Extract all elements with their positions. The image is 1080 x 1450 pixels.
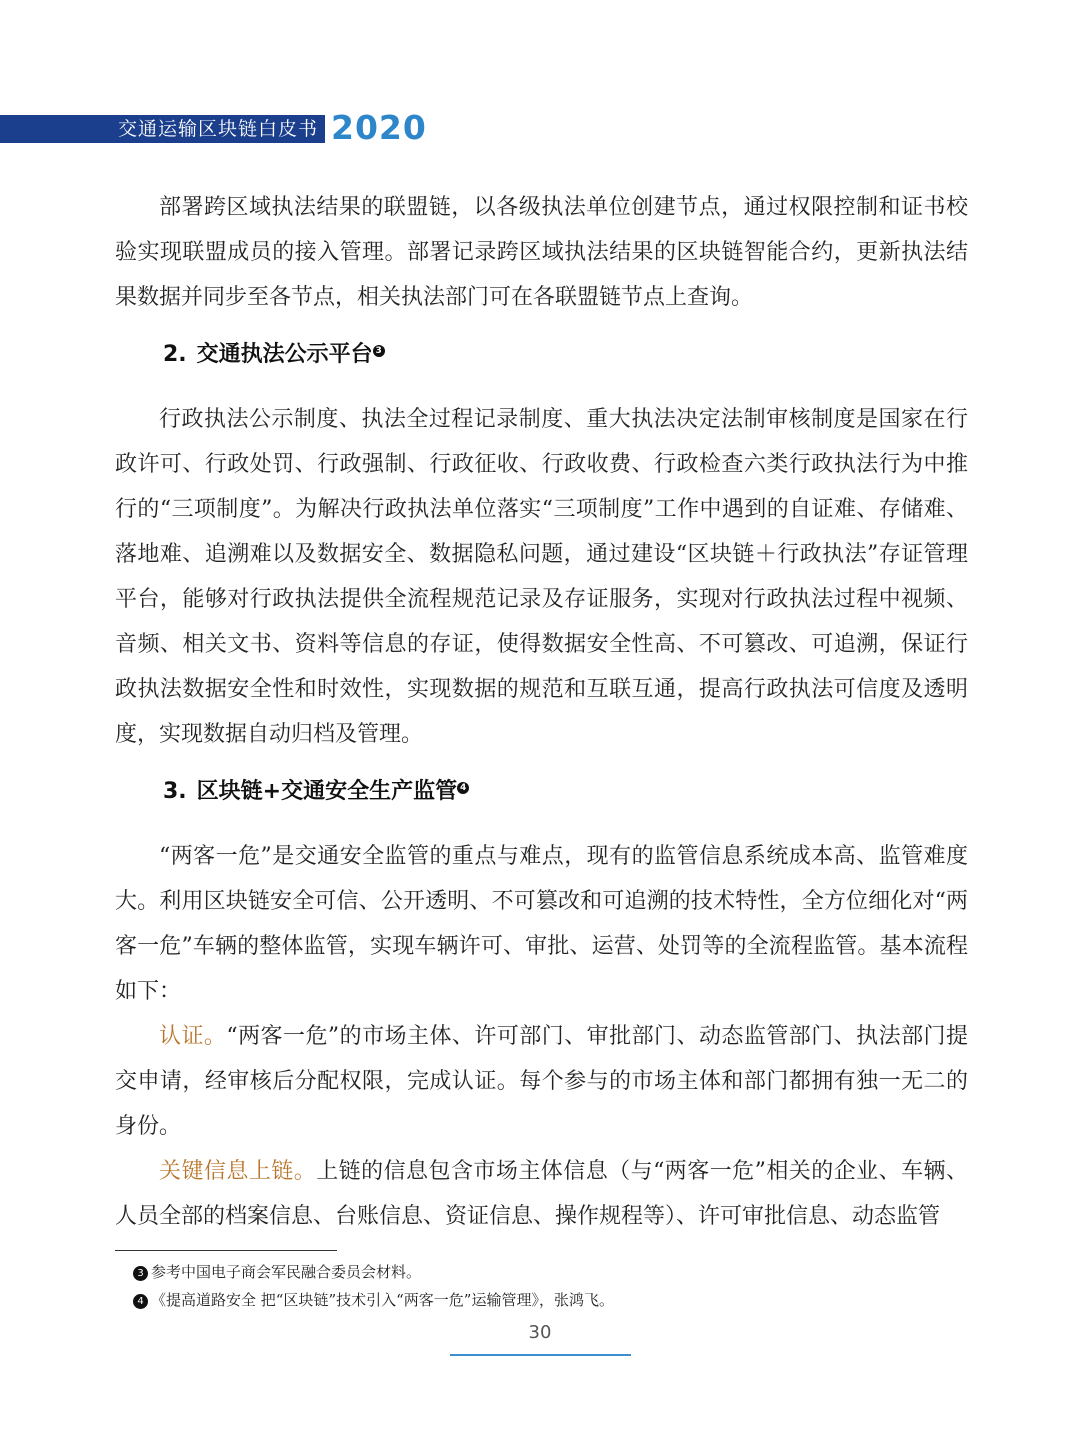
footnote-3 <box>133 1258 963 1286</box>
footnote-4-text: 《提高道路安全 把“区块链”技术引入“两客一危”运输管理》，张鸿飞。 <box>151 1291 614 1309</box>
paragraph-5 <box>115 1149 968 1239</box>
footnote-3-mark: 3 <box>133 1266 148 1281</box>
footnote-3-text: 参考中国电子商会军民融合委员会材料。 <box>151 1263 422 1281</box>
section-3-title: 区块链+交通安全生产监管 <box>196 779 458 804</box>
paragraph-5-text: 上链的信息包含市场主体信息（与“两客一危”相关的企业、车辆、人员全部的档案信息、台账信息、资证信息、操作规程等）、许可审批信息、动态监管 <box>115 1159 968 1229</box>
page-number: 30 <box>528 1322 552 1343</box>
section-2-title: 交通执法公示平台 <box>196 342 373 367</box>
paragraph-4 <box>115 1014 968 1149</box>
paragraph-4-text: “两客一危”的市场主体、许可部门、审批部门、动态监管部门、执法部门提交申请，经审核后分配权限，完成认证。每个参与的市场主体和部门都拥有独一无二的身份。 <box>115 1024 968 1139</box>
section-2-number: 2. <box>163 342 187 367</box>
main-content <box>115 185 968 1239</box>
section-2-heading <box>115 332 968 377</box>
keyword-certification: 认证。 <box>159 1024 227 1049</box>
footnote-4 <box>133 1286 963 1314</box>
header-title: 交通运输区块链白皮书 <box>118 118 319 140</box>
paragraph-1: 部署跨区域执法结果的联盟链，以各级执法单位创建节点，通过权限控制和证书校验实现联盟成员的接入管理。部署记录跨区域执法结果的区块链智能合约，更新执法结果数据并同步至各节点，相关执法部门可在各联盟链节点上查询。 <box>115 195 968 310</box>
footnote-divider <box>115 1250 337 1251</box>
footnote-4-mark: 4 <box>133 1294 148 1309</box>
keyword-key-info-onchain: 关键信息上链。 <box>159 1159 317 1184</box>
section-3-heading <box>115 769 968 814</box>
page-number-rule <box>450 1354 631 1356</box>
paragraph-2: 行政执法公示制度、执法全过程记录制度、重大执法决定法制审核制度是国家在行政许可、行政处罚、行政强制、行政征收、行政收费、行政检查六类行政执法行为中推行的“三项制度”。为解决行政执法单位落实“三项制度”工作中遇到的自证难、存储难、落地难、追溯难以及数据安全、数据隐私问题，通过建设“区块链＋行政执法”存证管理平台，能够对行政执法提供全流程规范记录及存证服务，实现对行政执法过程中视频、音频、相关文书、资料等信息的存证，使得数据安全性高、不可篡改、可追溯，保证行政执法数据安全性和时效性，实现数据的规范和互联互通，提高行政执法可信度及透明度，实现数据自动归档及管理。 <box>115 407 968 747</box>
paragraph-3: “两客一危”是交通安全监管的重点与难点，现有的监管信息系统成本高、监管难度大。利用区块链安全可信、公开透明、不可篡改和可追溯的技术特性，全方位细化对“两客一危”车辆的整体监管，实现车辆许可、审批、运营、处罚等的全流程监管。基本流程如下： <box>115 844 968 1004</box>
footnotes <box>133 1258 963 1314</box>
section-3-number: 3. <box>163 779 187 804</box>
footnote-ref-4: 4 <box>457 782 469 794</box>
header-year: 2020 <box>331 108 427 147</box>
footnote-ref-3: 3 <box>373 345 385 357</box>
